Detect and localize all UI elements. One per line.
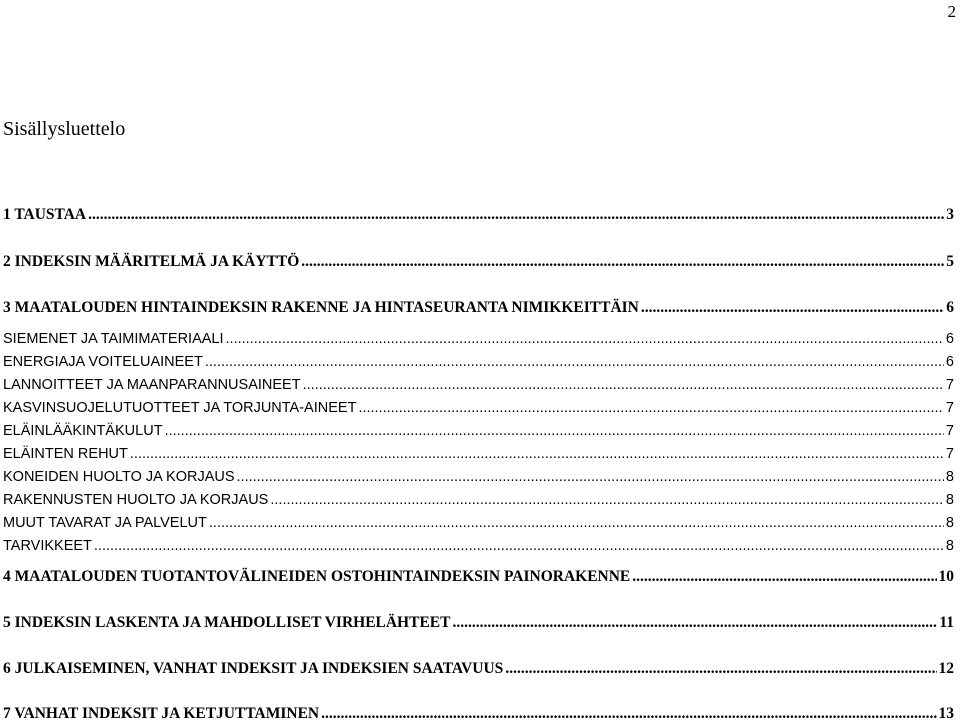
- toc-dot-leader: [270, 492, 944, 508]
- toc-entry-page: 12: [938, 660, 954, 677]
- toc-entry-label: 3 MAATALOUDEN HINTAINDEKSIN RAKENNE JA HINTASEURANTA NIMIKKEITTÄIN: [3, 299, 639, 316]
- toc-entry-page: 5: [946, 253, 954, 270]
- toc-entry-page: 8: [945, 469, 954, 485]
- toc-dot-leader: [130, 446, 944, 462]
- toc-entry-page: 7: [945, 377, 954, 393]
- toc-entry-label: ENERGIAJA VOITELUAINEET: [3, 354, 203, 370]
- toc-entry[interactable]: [3, 469, 954, 485]
- toc-entry-page: 7: [945, 446, 954, 462]
- toc-entry[interactable]: [3, 568, 954, 586]
- toc-entry-page: 6: [945, 354, 954, 370]
- toc-entry-label: ELÄINLÄÄKINTÄKULUT: [3, 423, 163, 439]
- toc-entry[interactable]: [3, 515, 954, 531]
- toc-dot-leader: [632, 568, 936, 586]
- toc-dot-leader: [165, 423, 944, 439]
- toc-entry-label: 7 VANHAT INDEKSIT JA KETJUTTAMINEN: [3, 705, 320, 722]
- toc-entry-label: LANNOITTEET JA MAANPARANNUSAINEET: [3, 377, 301, 393]
- toc-entry-label: MUUT TAVARAT JA PALVELUT: [3, 515, 207, 531]
- toc-dot-leader: [505, 660, 936, 678]
- toc-entry-label: SIEMENET JA TAIMIMATERIAALI: [3, 331, 224, 347]
- toc-entry-label: ELÄINTEN REHUT: [3, 446, 128, 462]
- toc-entry-page: 11: [939, 614, 954, 631]
- toc-entry-label: RAKENNUSTEN HUOLTO JA KORJAUS: [3, 492, 269, 508]
- toc-entry-page: 8: [945, 492, 954, 508]
- toc-entry[interactable]: [3, 206, 954, 224]
- toc-entry[interactable]: [3, 377, 954, 393]
- toc-dot-leader: [205, 354, 944, 370]
- toc-entry[interactable]: [3, 705, 954, 723]
- toc-dot-leader: [452, 614, 937, 632]
- toc-dot-leader: [301, 253, 944, 271]
- toc-entry-label: 5 INDEKSIN LASKENTA JA MAHDOLLISET VIRHELÄHTEET: [3, 614, 451, 631]
- toc-dot-leader: [209, 515, 944, 531]
- toc-entry[interactable]: [3, 331, 954, 347]
- toc-entry[interactable]: [3, 253, 954, 271]
- toc-entry-page: 8: [945, 538, 954, 554]
- toc-entry-label: KONEIDEN HUOLTO JA KORJAUS: [3, 469, 235, 485]
- toc-dot-leader: [88, 206, 944, 224]
- toc-entry-page: 3: [946, 206, 954, 223]
- page-number: 2: [947, 2, 956, 21]
- toc-entry-label: TARVIKKEET: [3, 538, 92, 554]
- toc-heading: Sisällysluettelo: [3, 118, 126, 140]
- toc-entry[interactable]: [3, 538, 954, 554]
- toc-dot-leader: [358, 400, 943, 416]
- toc-entry-page: 8: [945, 515, 954, 531]
- toc-entry-page: 13: [938, 705, 954, 722]
- toc-entry[interactable]: [3, 354, 954, 370]
- toc-entry-label: 2 INDEKSIN MÄÄRITELMÄ JA KÄYTTÖ: [3, 253, 300, 270]
- toc-entry[interactable]: [3, 614, 954, 632]
- toc-dot-leader: [226, 331, 944, 347]
- toc-entry-page: 6: [946, 299, 954, 316]
- toc-entry-label: 6 JULKAISEMINEN, VANHAT INDEKSIT JA INDEKSIEN SAATAVUUS: [3, 660, 504, 677]
- toc-dot-leader: [641, 299, 944, 317]
- toc-entry-page: 7: [945, 423, 954, 439]
- toc-dot-leader: [94, 538, 944, 554]
- toc-entry-page: 7: [945, 400, 954, 416]
- toc-entry-label: 1 TAUSTAA: [3, 206, 87, 223]
- toc-entry-label: 4 MAATALOUDEN TUOTANTOVÄLINEIDEN OSTOHINTAINDEKSIN PAINORAKENNE: [3, 568, 631, 585]
- toc-entry[interactable]: [3, 446, 954, 462]
- toc-entry[interactable]: [3, 423, 954, 439]
- toc-entry[interactable]: [3, 660, 954, 678]
- toc-entry-page: 6: [945, 331, 954, 347]
- toc-dot-leader: [321, 705, 936, 723]
- toc-entry[interactable]: [3, 299, 954, 317]
- toc-dot-leader: [237, 469, 944, 485]
- toc-entry[interactable]: [3, 400, 954, 416]
- toc-dot-leader: [303, 377, 944, 393]
- toc-entry-page: 10: [938, 568, 954, 585]
- toc-entry[interactable]: [3, 492, 954, 508]
- toc-entry-label: KASVINSUOJELUTUOTTEET JA TORJUNTA-AINEET: [3, 400, 357, 416]
